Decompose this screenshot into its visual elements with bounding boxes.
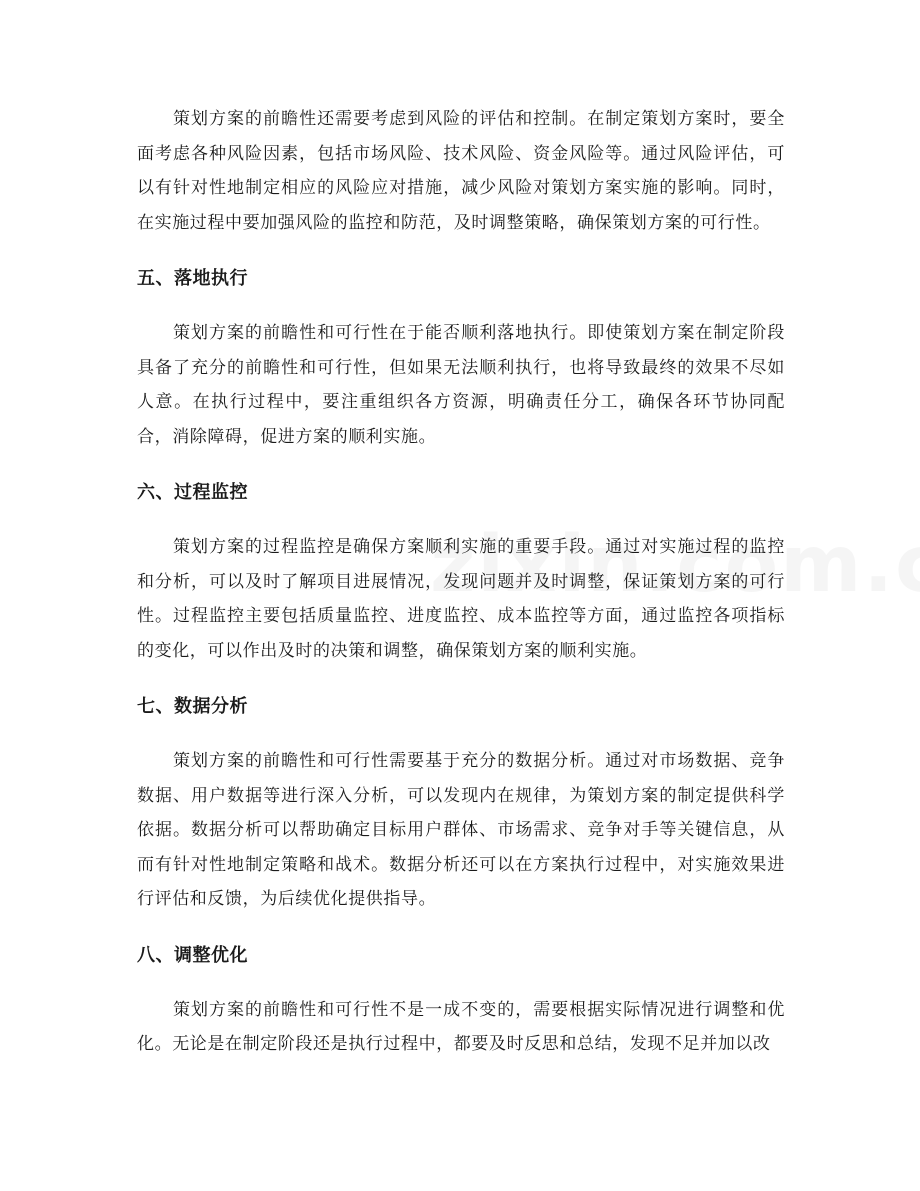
heading-section-7: 七、数据分析: [137, 696, 248, 717]
paragraph-risk-control: 策划方案的前瞻性还需要考虑到风险的评估和控制。在制定策划方案时，要全面考虑各种风险因素，包括市场风险、技术风险、资金风险等。通过风险评估，可以有针对性地制定相应的风险应对措施，减少风险对策划方案实施的影响。同时，在实施过程中要加强风险的监控和防范，及时调整策略，确保策划方案的可行性。: [137, 109, 785, 233]
paragraph-section-6: 策划方案的过程监控是确保方案顺利实施的重要手段。通过对实施过程的监控和分析，可以及时了解项目进展情况，发现问题并及时调整，保证策划方案的可行性。过程监控主要包括质量监控、进度监控、成本监控等方面，通过监控各项指标的变化，可以作出及时的决策和调整，确保策划方案的顺利实施。: [137, 537, 785, 661]
heading-section-5: 五、落地执行: [137, 268, 248, 289]
heading-section-6: 六、过程监控: [137, 482, 248, 503]
paragraph-section-8: 策划方案的前瞻性和可行性不是一成不变的，需要根据实际情况进行调整和优化。无论是在制定阶段还是执行过程中，都要及时反思和总结，发现不足并加以改: [137, 999, 785, 1054]
paragraph-section-7: 策划方案的前瞻性和可行性需要基于充分的数据分析。通过对市场数据、竞争数据、用户数据等进行深入分析，可以发现内在规律，为策划方案的制定提供科学依据。数据分析可以帮助确定目标用户群体、市场需求、竞争对手等关键信息，从而有针对性地制定策略和战术。数据分析还可以在方案执行过程中，对实施效果进行评估和反馈，为后续优化提供指导。: [137, 751, 785, 909]
document-body: [137, 102, 785, 1062]
heading-section-8: 八、调整优化: [137, 944, 248, 966]
paragraph-section-5: 策划方案的前瞻性和可行性在于能否顺利落地执行。即使策划方案在制定阶段具备了充分的前瞻性和可行性，但如果无法顺利执行，也将导致最终的效果不尽如人意。在执行过程中，要注重组织各方资源，明确责任分工，确保各环节协同配合，消除障碍，促进方案的顺利实施。: [137, 323, 785, 447]
